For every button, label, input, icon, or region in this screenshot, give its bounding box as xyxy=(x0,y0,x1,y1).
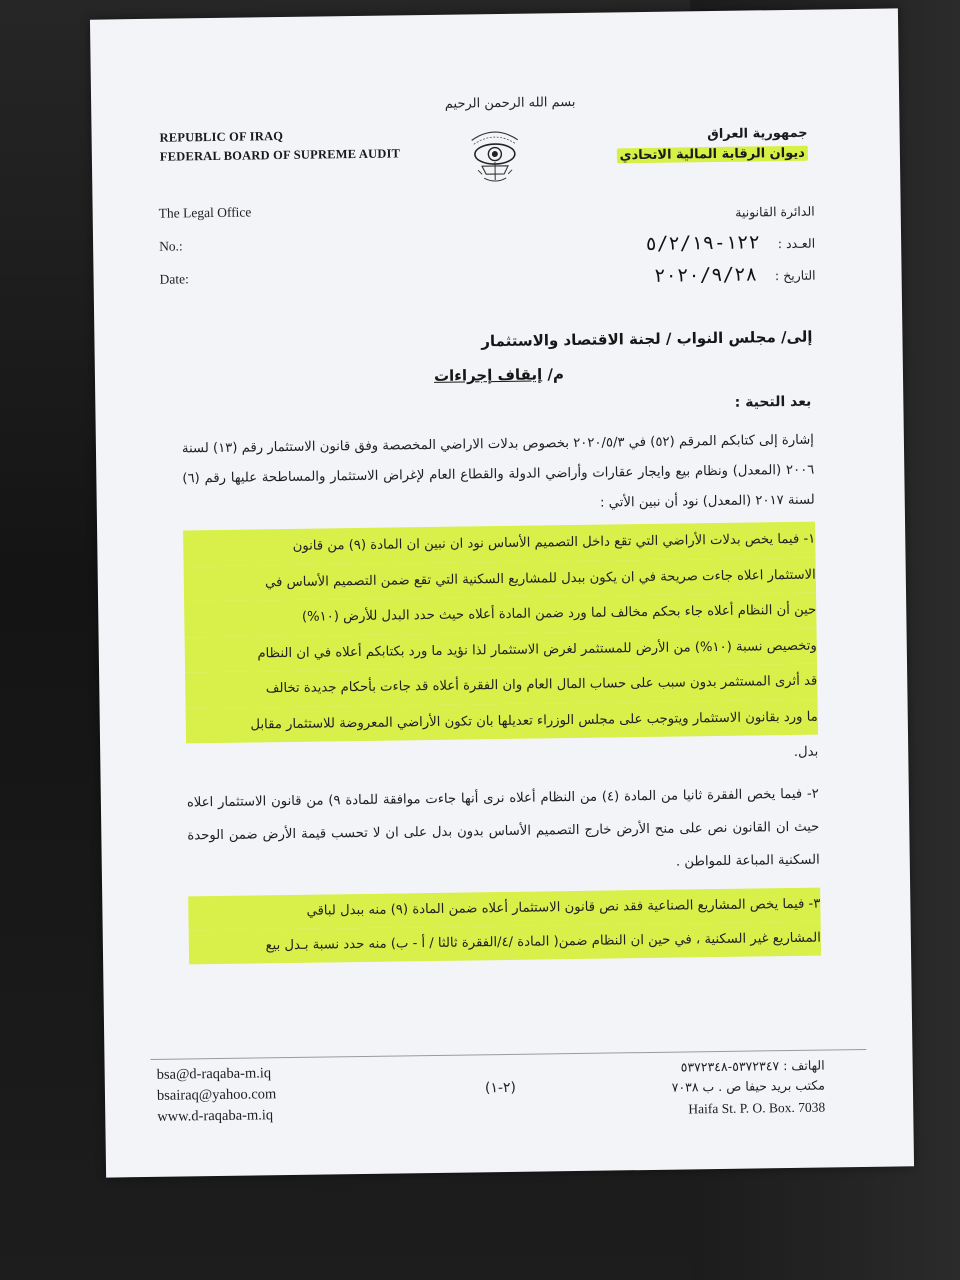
footer-yahoo-email: bsairaq@yahoo.com xyxy=(156,1086,277,1104)
subject-prefix: م/ xyxy=(547,365,565,384)
date-label-ar: التاريخ : xyxy=(774,267,816,284)
footer-contacts-ar xyxy=(671,1056,825,1120)
reference-labels-en xyxy=(158,195,252,295)
paragraph-1-line: حين أن النظام أعلاه جاء بحكم مخالف لما ورد ضمن المادة أعلاه حيث حدد البدل للأرض (١٠%) xyxy=(184,593,816,637)
paragraph-1-line: ما ورد بقانون الاستثمار ويتوجب على مجلس الوزراء تعديلها بان تكون الأراضي المعروضة للاستثمار مقابل xyxy=(186,699,818,743)
paragraph-3-line: المشاريع غير السكنية ، في حين ان النظام ضمن( المادة /٤/الفقرة ثالثا / أ - ب) منه حدد نسبة بـدل بيع xyxy=(189,922,821,965)
date-label-en: Date: xyxy=(159,271,189,287)
legal-office-label-ar: الدائرة القانونية xyxy=(735,203,815,220)
paragraph-3-highlighted xyxy=(188,888,821,965)
paragraph-1-line: وتخصيص نسبة (١٠%) من الأرض للمستثمر لغرض الاستثمار لذا نؤيد ما ورد بكتابكم أعلاه في ان النظام xyxy=(185,628,817,672)
letterhead-country-ar: جمهورية العراق xyxy=(707,125,808,143)
paragraph-1-line: قد أثرى المستثمر بدون سبب على حساب المال العام وان الفقرة أعلاه قد جاءت بأحكام جديدة تخالف xyxy=(185,664,817,708)
reference-date-value: ٢٠٢٠/٩/٢٨ xyxy=(653,263,758,287)
letterhead-country-en: REPUBLIC OF IRAQ xyxy=(159,129,284,145)
subject-text: إيقاف إجراءات xyxy=(433,365,543,385)
letterhead-agency-en: FEDERAL BOARD OF SUPREME AUDIT xyxy=(159,146,401,164)
number-label-ar: العـدد : xyxy=(777,235,816,252)
paragraph-1-highlighted xyxy=(183,522,818,779)
footer-email: bsa@d-raqaba-m.iq xyxy=(156,1065,272,1083)
legal-office-label: The Legal Office xyxy=(158,204,252,221)
paragraph-3-line: ٣- فيما يخص المشاريع الصناعية فقد نص قانون الاستثمار أعلاه ضمن المادة (٩) منه ببدل لباقي xyxy=(188,888,820,931)
paragraph-1-line: ١- فيما يخص بدلات الأراضي التي تقع داخل التصميم الأساس نود ان نبين ان المادة (٩) من قانون xyxy=(183,522,815,566)
reference-number-value: ١٢٢-٥/٢/١٩ xyxy=(645,231,760,255)
paragraph-1-line: الاستثمار اعلاه جاءت صريحة في ان يكون ببدل للمشاريع السكنية التي تقع ضمن التصميم الأساس في xyxy=(184,557,816,601)
number-label-en: No.: xyxy=(159,238,183,254)
paragraph-1-line: بدل. xyxy=(793,744,819,760)
page-number: (٢-١) xyxy=(484,1079,517,1097)
footer-phone: الهاتف : ٥٣٧٢٣٤٧-٥٣٧٢٣٤٨ xyxy=(680,1057,825,1075)
recipient-line: إلى/ مجلس النواب / لجنة الاقتصاد والاستثمار xyxy=(481,327,813,351)
footer-po-box-en: Haifa St. P. O. Box. 7038 xyxy=(688,1099,826,1117)
paragraph-2: ٢- فيما يخص الفقرة ثانيا من المادة (٤) من النظام أعلاه نرى أنها جاءت موافقة للمادة ٩) من قانون الاستثمار اعلاه حيث ان القانون نص على منح الأرض خارج التصميم الأساس بدون بدل على ان لا تحسب قيمة الأرض ضمن الوحدة السكنية المباعة للمواطن . xyxy=(186,786,820,870)
letter-page xyxy=(90,8,914,1177)
arabic-letterhead xyxy=(616,124,808,167)
footer-website: www.d-raqaba-m.iq xyxy=(157,1107,274,1125)
footer-po-box-ar: مكتب بريد حيفا ص . ب ٧٠٣٨ xyxy=(671,1077,826,1095)
intro-paragraph: إشارة إلى كتابكم المرقم (٥٢) في ٢٠٢٠/٥/٣ بخصوص بدلات الاراضي المخصصة وفق قانون الاستثمار رقم (١٣) لسنة ٢٠٠٦ (المعدل) ونظام بيع وايجار عقارات وأراضي الدولة والقطاع العام لإغراض الاستثمار والمساطحة عليها رقم (٦) لسنة ٢٠١٧ (المعدل) نود أن نبين الأتي : xyxy=(181,432,815,511)
letterhead-agency-ar: ديوان الرقابة المالية الاتحادي xyxy=(617,146,808,164)
bismillah: بسم الله الرحمن الرحيم xyxy=(444,94,576,112)
english-letterhead xyxy=(159,125,400,166)
reference-labels-ar xyxy=(645,196,816,293)
greeting: بعد التحية : xyxy=(734,393,812,411)
subject-line xyxy=(95,360,903,389)
footer-contacts-en xyxy=(157,1063,277,1128)
audit-eye-emblem-icon xyxy=(463,122,526,189)
